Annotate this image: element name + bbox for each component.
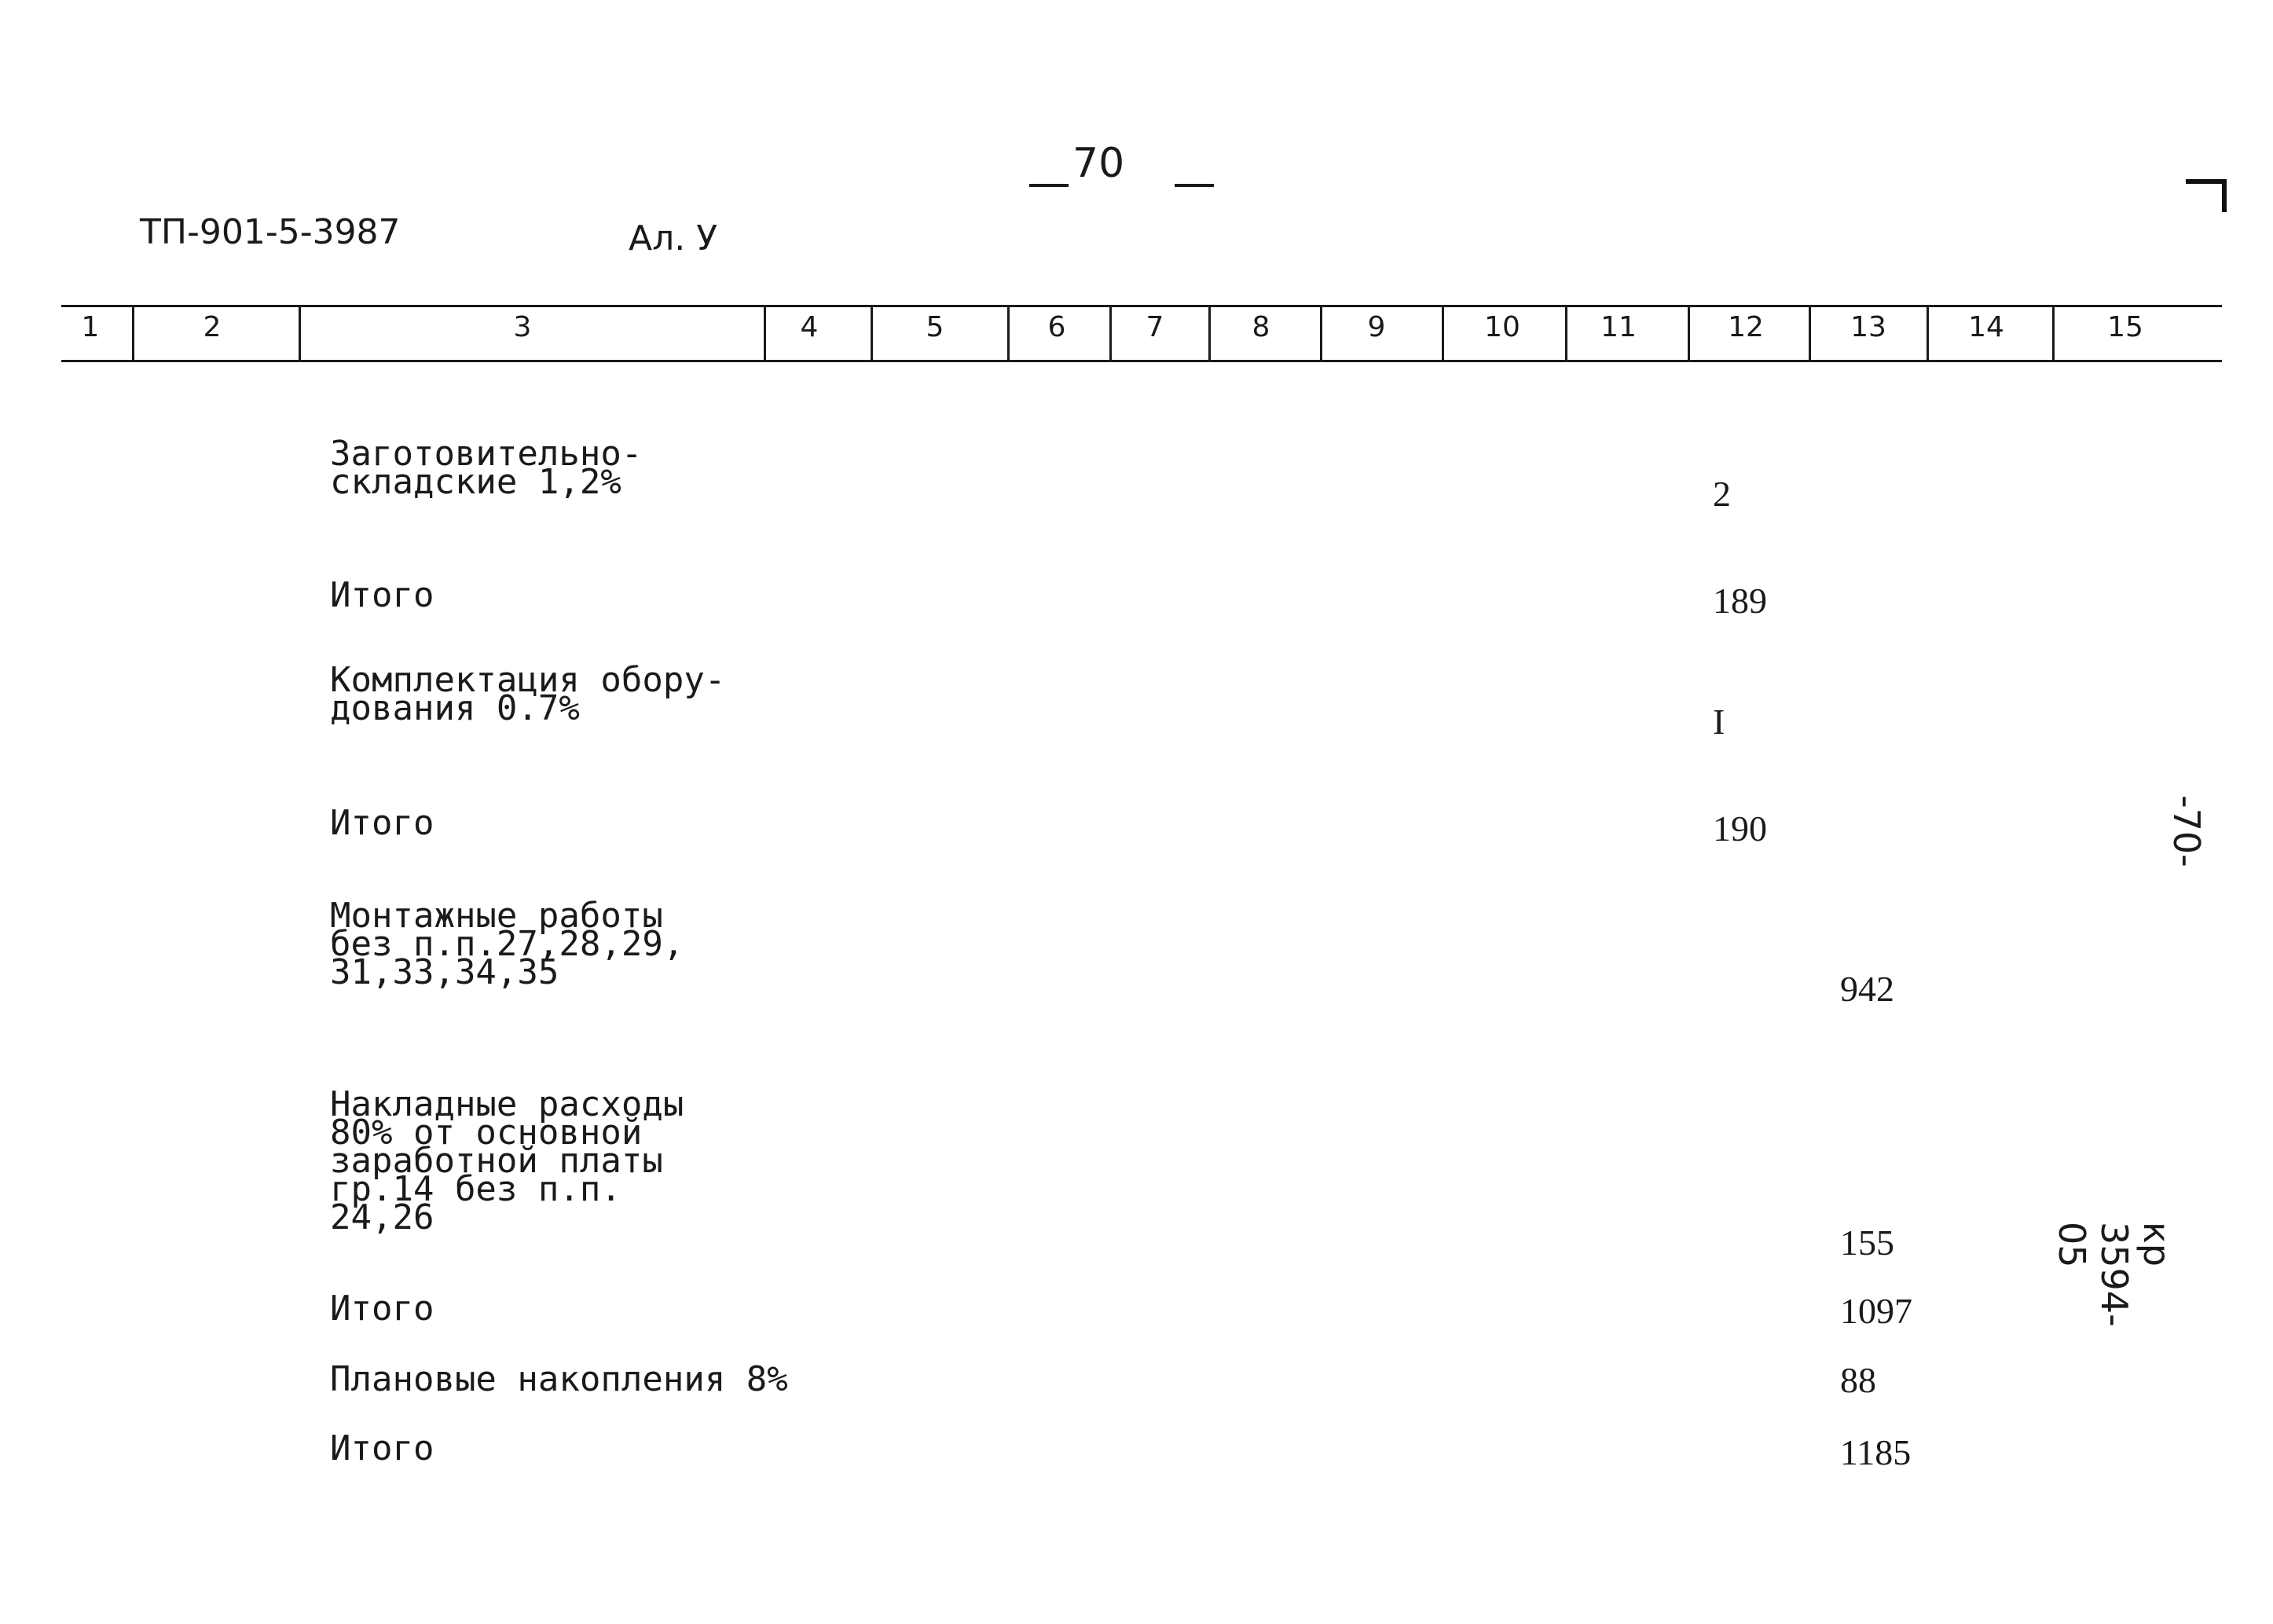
column-divider (1442, 305, 1444, 361)
column-divider (1007, 305, 1010, 361)
document-code: ТП-901-5-3987 (140, 212, 401, 252)
row-description: Плановые накопления 8% (330, 1359, 788, 1399)
column-number: 3 (513, 311, 532, 343)
row-value-col12: 2 (1713, 474, 1731, 514)
column-number: 12 (1728, 311, 1764, 343)
corner-mark (2186, 179, 2227, 184)
column-number: 9 (1367, 311, 1386, 343)
rotated-page-mark: -70- (2165, 795, 2208, 867)
row-description: Накладные расходы 80% от основной заработной платы гр.14 без п.п. 24,26 (330, 1084, 684, 1237)
column-number: 1 (81, 311, 100, 343)
column-divider (1320, 305, 1322, 361)
column-number: 7 (1146, 311, 1164, 343)
row-value-col12: 190 (1713, 808, 1767, 849)
column-number: 4 (800, 311, 819, 343)
row-description: Комплектация обору- дования 0.7% (330, 660, 726, 728)
row-description: Заготовительно- складские 1,2% (330, 434, 643, 502)
column-divider (1809, 305, 1811, 361)
row-value-col13: 155 (1840, 1223, 1894, 1263)
column-number: 6 (1047, 311, 1066, 343)
page-number-dash-right (1175, 184, 1214, 187)
column-divider (2052, 305, 2055, 361)
column-number: 2 (203, 311, 222, 343)
row-value-col12: 189 (1713, 581, 1767, 621)
column-divider (1208, 305, 1211, 361)
column-divider (1927, 305, 1929, 361)
corner-mark-vertical (2222, 179, 2227, 212)
header-top-rule (61, 305, 2222, 307)
row-value-col13: 1185 (1840, 1432, 1912, 1472)
column-divider (871, 305, 873, 361)
row-description: Итого (330, 803, 434, 843)
column-number: 13 (1850, 311, 1886, 343)
row-description: Монтажные работы без п.п.27,28,29, 31,33,34,35 (330, 896, 684, 992)
header-bottom-rule (61, 360, 2222, 362)
row-description: Итого (330, 575, 434, 615)
column-divider (132, 305, 134, 361)
row-value-col13: 942 (1840, 969, 1894, 1009)
page-number-dash-left (1029, 184, 1069, 187)
row-value-col13: 1097 (1840, 1291, 1912, 1331)
column-number: 11 (1600, 311, 1637, 343)
column-divider (299, 305, 301, 361)
rotated-reference-code: кр 3594-05 (2051, 1222, 2178, 1327)
column-number: 15 (2107, 311, 2143, 343)
column-divider (1109, 305, 1112, 361)
row-description: Итого (330, 1428, 434, 1468)
column-number: 14 (1968, 311, 2004, 343)
column-number: 8 (1252, 311, 1270, 343)
row-description: Итого (330, 1289, 434, 1329)
column-divider (1688, 305, 1690, 361)
row-value-col12: I (1713, 702, 1725, 742)
column-number: 5 (926, 311, 944, 343)
column-divider (764, 305, 766, 361)
row-value-col13: 88 (1840, 1360, 1876, 1400)
column-divider (1565, 305, 1567, 361)
sheet-label: Ал. У (629, 218, 718, 258)
column-number: 10 (1484, 311, 1520, 343)
page-number: 70 (1072, 140, 1125, 187)
